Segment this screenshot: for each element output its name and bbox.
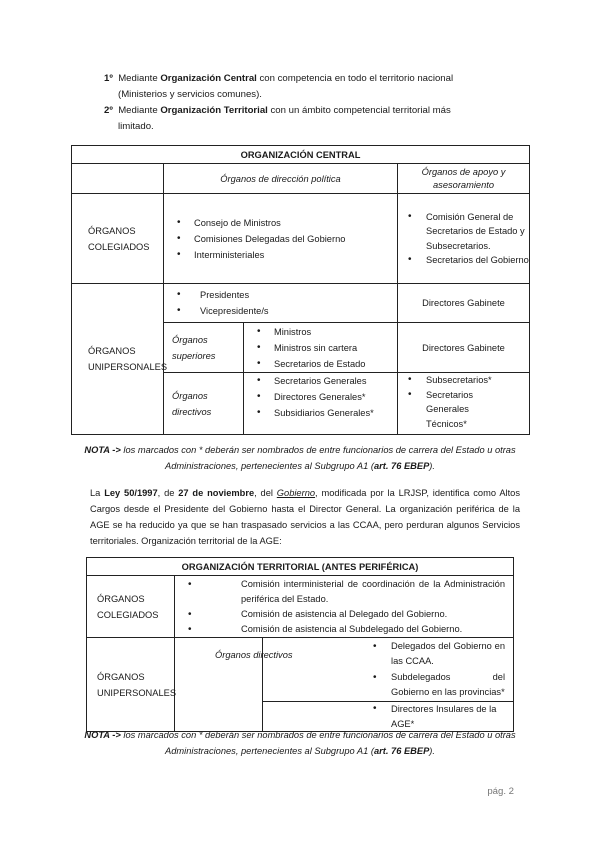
list-item: • Ministros (244, 324, 397, 340)
list-item: • Subsidiarios Generales* (244, 405, 397, 421)
list-item: • Secretarios del Gobierno (398, 253, 529, 268)
note-text: los marcados con * deberán ser nombrados de entre funcionarios de carrera del Estado u otras Administraciones, pertenecientes al Subgrupo A1 ( (120, 445, 516, 471)
list-item: • Consejo de Ministros (164, 215, 397, 231)
table1-superiores-list (244, 324, 397, 372)
table1-unipersonales-label: ÓRGANOS UNIPERSONALES (72, 284, 164, 435)
list-item: • Directores Insulares de la AGE* (363, 702, 513, 731)
paragraph-text: , del (254, 488, 277, 498)
note-2 (60, 727, 540, 759)
page-number: pág. 2 (487, 786, 514, 797)
list-item: • Comisión de asistencia al Delegado del Gobierno. (175, 607, 505, 622)
table1-colegiados-cell (164, 194, 398, 284)
table-organizacion-territorial (86, 557, 514, 732)
note-text: los marcados con * deberán ser nombrados de entre funcionarios de carrera del Estado u otras Administraciones, pertenecientes al Subgrupo A1 ( (120, 730, 516, 756)
table1-colegiados-label: ÓRGANOS COLEGIADOS (72, 194, 164, 284)
intro-line2: (Ministerios y servicios comunes). (118, 89, 262, 100)
note-label: NOTA -> (84, 730, 121, 740)
table1-colegiados-apoyo-list (398, 210, 529, 268)
list-item: • Delegados del Gobierno en las CCAA. (363, 639, 505, 670)
paragraph-link-text: Gobierno (276, 488, 316, 498)
intro-item-2 (104, 103, 451, 135)
paragraph-text: La (90, 488, 105, 498)
paragraph-text: , de (157, 488, 179, 498)
note-end: ). (429, 461, 435, 471)
table1-empty-header (72, 164, 164, 194)
table2-directivos-label: Órganos directivos (215, 650, 293, 660)
table1-directivos-label: Órganos directivos (164, 373, 244, 435)
table1-title: ORGANIZACIÓN CENTRAL (72, 146, 530, 164)
list-item: • Comisiones Delegadas del Gobierno (164, 231, 397, 247)
list-item: • Subsecretarios* (398, 373, 529, 388)
list-item: • Directores Generales* (244, 389, 397, 405)
table1-head-apoyo: Órganos de apoyo y asesoramiento (398, 164, 530, 194)
paragraph-bold: Ley 50/1997 (104, 488, 158, 498)
note-end: ). (429, 746, 435, 756)
intro-bold: Organización Central (160, 73, 257, 84)
table1-head-direccion: Órganos de dirección política (164, 164, 398, 194)
table2-colegiados-label: ÓRGANOS COLEGIADOS (87, 576, 175, 638)
table1-directivos-apoyo-list (398, 373, 529, 431)
list-item: • Comisión General de Secretarios de Estado y Subsecretarios. (398, 210, 529, 254)
note-reference: art. 76 EBEP (373, 461, 430, 471)
list-item: • Vicepresidente/s (164, 303, 397, 319)
intro-text: Mediante (118, 105, 161, 116)
table1-colegiados-list (164, 215, 397, 263)
table2-unipersonales-label: ÓRGANOS UNIPERSONALES (87, 638, 175, 732)
table1-uni-top-list (164, 287, 397, 319)
note-reference: art. 76 EBEP (373, 746, 430, 756)
table1-superiores-apoyo: Directores Gabinete (398, 323, 530, 373)
note-1 (60, 442, 540, 474)
list-item: • Subdelegados del Gobierno en las provincias* (363, 670, 505, 701)
list-item: • Comisión interministerial de coordinación de la Administración periférica del Estado. (175, 577, 505, 607)
list-item: • Comisión de asistencia al Subdelegado del Gobierno. (175, 622, 505, 637)
intro-text: con competencia en todo el territorio nacional (256, 73, 454, 84)
table2-title: ORGANIZACIÓN TERRITORIAL (ANTES PERIFÉRICA) (87, 558, 514, 576)
list-item: • Secretarios Generales Técnicos* (398, 388, 529, 432)
body-paragraph (90, 485, 520, 549)
list-item: • Secretarios de Estado (244, 356, 397, 372)
table2-colegiados-list (175, 577, 513, 637)
table2-colegiados-cell (175, 576, 514, 638)
table2-directivos-label-cell (175, 638, 293, 732)
intro-bold: Organización Territorial (160, 105, 268, 116)
table1-colegiados-apoyo-cell (398, 194, 530, 284)
intro-line2: limitado. (118, 121, 154, 132)
table1-superiores-label: Órganos superiores (164, 323, 244, 373)
intro-text: Mediante (118, 73, 161, 84)
paragraph-bold: 27 de noviembre (178, 488, 255, 498)
table-organizacion-central (71, 145, 530, 435)
table1-directivos-cell (244, 373, 398, 435)
table1-superiores-cell (244, 323, 398, 373)
table1-uni-top-cell (164, 284, 398, 323)
intro-number: 1º (104, 73, 113, 84)
paragraph-text: , modificada por la LRJSP, identifica como Altos Cargos desde el Presidente del Gobierno hasta el Director General. La organización periférica de la AGE se ha reducido ya que se han traspasado servicios a las CCAA, pero perduran algunos Servicios territoriales. Organización territorial de la AGE: (90, 488, 521, 546)
table1-uni-top-apoyo: Directores Gabinete (398, 284, 530, 323)
table1-directivos-list (244, 373, 397, 421)
note-label: NOTA -> (84, 445, 121, 455)
table2-directivos-cell (263, 638, 514, 702)
list-item: • Secretarios Generales (244, 373, 397, 389)
list-item: • Presidentes (164, 287, 397, 303)
intro-text: con un ámbito competencial territorial más (267, 105, 451, 116)
intro-number: 2º (104, 105, 113, 116)
table2-directivos-list (363, 639, 513, 701)
list-item: • Interministeriales (164, 247, 397, 263)
table1-directivos-apoyo-cell (398, 373, 530, 435)
intro-item-1 (104, 71, 453, 103)
list-item: • Ministros sin cartera (244, 340, 397, 356)
